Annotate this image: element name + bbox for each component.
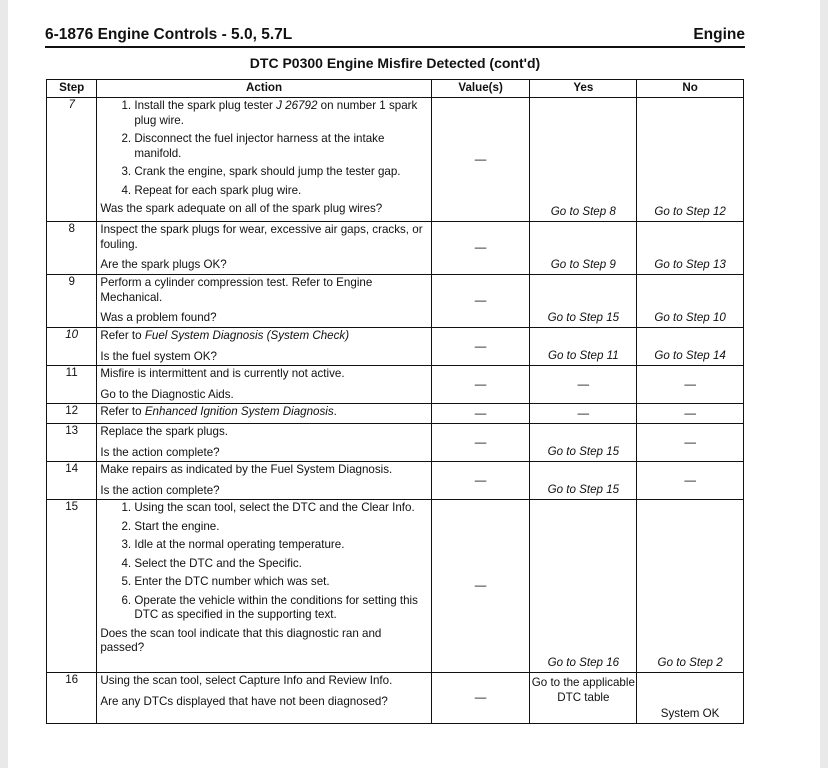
yes-cell: — [530, 404, 637, 424]
action-question: Are any DTCs displayed that have not been diagnosed? [100, 694, 388, 708]
action-text: Refer to Fuel System Diagnosis (System Check) [100, 329, 350, 342]
chapter-name: Engine [693, 26, 745, 43]
yes-cell: Go to the applicable DTC table [530, 673, 637, 724]
yes-cell: Go to Step 9 [530, 222, 637, 275]
step-number: 10 [47, 328, 97, 366]
value-cell: — [431, 98, 530, 222]
table-header-row [47, 80, 744, 98]
column-header-no: No [637, 80, 744, 98]
action-text: Replace the spark plugs. [100, 425, 228, 438]
action-cell [97, 500, 431, 673]
value-cell: — [431, 424, 530, 462]
action-item: 6. Operate the vehicle within the conditions for setting this DTC as specified in the supporting text. [134, 594, 427, 623]
action-cell [97, 328, 431, 366]
action-item: 5. Enter the DTC number which was set. [134, 575, 427, 590]
step-number: 9 [47, 275, 97, 328]
value-cell: — [431, 462, 530, 500]
step-number: 15 [47, 500, 97, 673]
action-item: 4. Repeat for each spark plug wire. [134, 184, 427, 199]
page-header [45, 24, 745, 48]
action-cell [97, 275, 431, 328]
manual-page [8, 0, 820, 768]
value-cell: — [431, 673, 530, 724]
column-header-values: Value(s) [431, 80, 530, 98]
step-number: 8 [47, 222, 97, 275]
table-row [47, 98, 744, 222]
step-number: 16 [47, 673, 97, 724]
diagnostic-table [46, 79, 744, 724]
no-cell: — [637, 366, 744, 404]
value-cell: — [431, 500, 530, 673]
step-number: 13 [47, 424, 97, 462]
table-row [47, 500, 744, 673]
action-item: 4. Select the DTC and the Specific. [134, 557, 427, 572]
table-row [47, 404, 744, 424]
table-row [47, 462, 744, 500]
value-cell: — [431, 404, 530, 424]
action-text: Refer to Enhanced Ignition System Diagnosis. [100, 405, 337, 418]
action-item: 2. Disconnect the fuel injector harness at the intake manifold. [134, 132, 427, 161]
step-number: 14 [47, 462, 97, 500]
yes-cell: Go to Step 8 [530, 98, 637, 222]
value-cell: — [431, 222, 530, 275]
column-header-action: Action [97, 80, 431, 98]
action-item: 1. Install the spark plug tester J 26792 on number 1 spark plug wire. [134, 99, 427, 128]
reference-link[interactable]: Enhanced Ignition System Diagnosis [144, 405, 334, 418]
no-cell: Go to Step 12 [637, 98, 744, 222]
no-cell: Go to Step 10 [637, 275, 744, 328]
no-cell: — [637, 424, 744, 462]
action-item: 3. Crank the engine, spark should jump the tester gap. [134, 165, 427, 180]
no-cell: Go to Step 14 [637, 328, 744, 366]
action-question: Does the scan tool indicate that this diagnostic ran and passed? [100, 626, 382, 654]
action-question: Is the action complete? [100, 445, 220, 459]
step-number: 12 [47, 404, 97, 424]
no-cell: Go to Step 13 [637, 222, 744, 275]
yes-cell: Go to Step 15 [530, 462, 637, 500]
action-question: Is the action complete? [100, 483, 220, 497]
yes-cell: Go to Step 15 [530, 424, 637, 462]
action-item: 1. Using the scan tool, select the DTC and the Clear Info. [134, 501, 427, 516]
yes-cell: — [530, 366, 637, 404]
value-cell: — [431, 366, 530, 404]
action-question: Is the fuel system OK? [100, 349, 217, 363]
no-cell: — [637, 462, 744, 500]
action-cell [97, 462, 431, 500]
action-text: Perform a cylinder compression test. Refer to Engine Mechanical. [100, 276, 373, 304]
table-row [47, 222, 744, 275]
action-text: Make repairs as indicated by the Fuel System Diagnosis. [100, 463, 393, 476]
action-cell [97, 673, 431, 724]
section-title: 6-1876 Engine Controls - 5.0, 5.7L [45, 26, 293, 43]
table-row [47, 424, 744, 462]
reference-link[interactable]: Fuel System Diagnosis (System Check) [144, 329, 350, 342]
action-cell [97, 404, 431, 424]
action-item: 3. Idle at the normal operating temperature. [134, 538, 427, 553]
no-cell: — [637, 404, 744, 424]
column-header-yes: Yes [530, 80, 637, 98]
no-cell: Go to Step 2 [637, 500, 744, 673]
action-text: Inspect the spark plugs for wear, excessive air gaps, cracks, or fouling. [100, 223, 423, 251]
step-number: 7 [47, 98, 97, 222]
table-row [47, 673, 744, 724]
step-number: 11 [47, 366, 97, 404]
action-text: Go to the Diagnostic Aids. [100, 387, 234, 401]
action-text: Misfire is intermittent and is currently not active. [100, 367, 345, 380]
yes-cell: Go to Step 16 [530, 500, 637, 673]
table-row [47, 275, 744, 328]
action-cell [97, 222, 431, 275]
action-cell [97, 98, 431, 222]
column-header-step: Step [47, 80, 97, 98]
action-cell [97, 424, 431, 462]
value-cell: — [431, 328, 530, 366]
action-text: Using the scan tool, select Capture Info and Review Info. [100, 674, 393, 687]
action-question: Are the spark plugs OK? [100, 258, 227, 271]
value-cell: — [431, 275, 530, 328]
no-cell: System OK [637, 673, 744, 724]
yes-cell: Go to Step 11 [530, 328, 637, 366]
table-row [47, 366, 744, 404]
table-title: DTC P0300 Engine Misfire Detected (cont'd) [249, 55, 541, 71]
table-row [47, 328, 744, 366]
action-cell [97, 366, 431, 404]
yes-cell: Go to Step 15 [530, 275, 637, 328]
action-question: Was a problem found? [100, 311, 217, 324]
action-question: Was the spark adequate on all of the spark plug wires? [100, 202, 383, 215]
action-item: 2. Start the engine. [134, 520, 427, 535]
